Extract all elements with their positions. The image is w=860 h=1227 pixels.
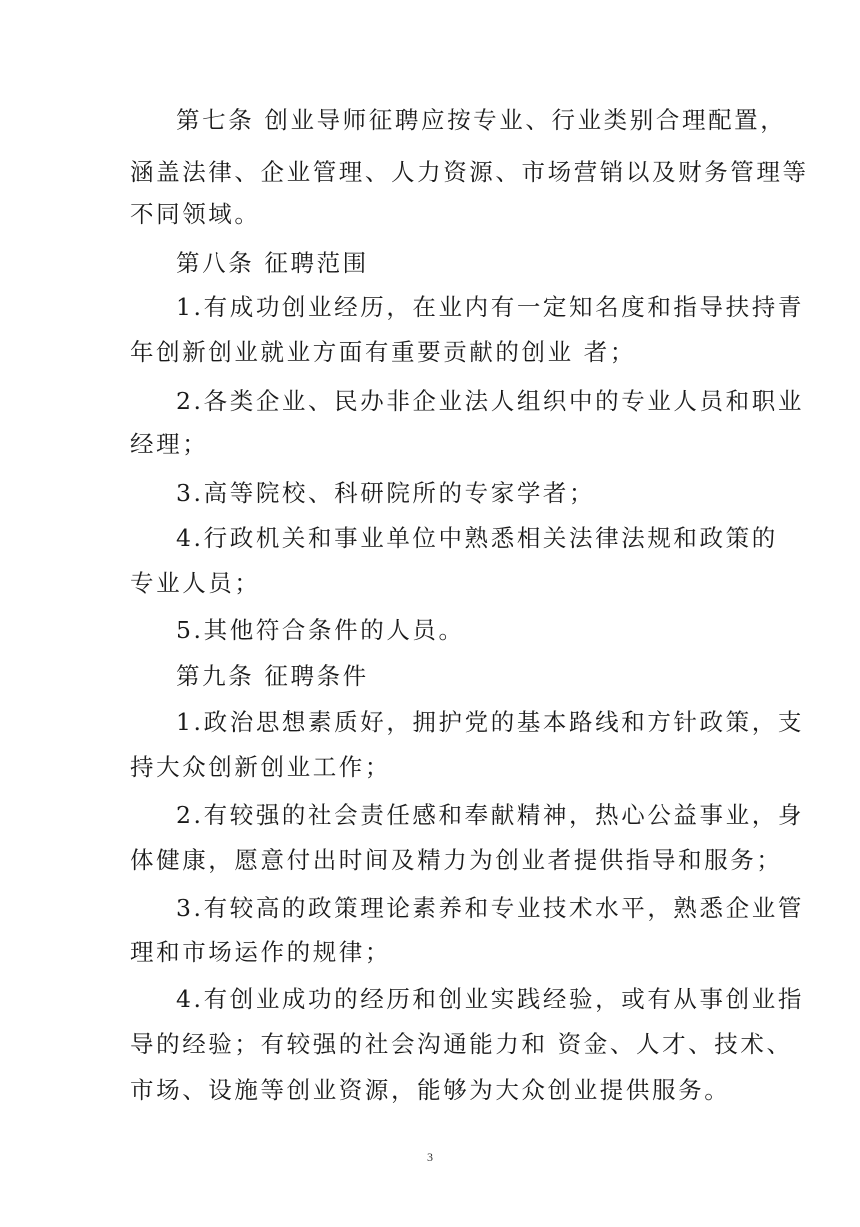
article-8-item-1-line-1: 1.有成功创业经历，在业内有一定知名度和指导扶持青 bbox=[176, 293, 804, 321]
article-7-line-3: 不同领域。 bbox=[130, 200, 261, 228]
article-8-heading: 第八条 征聘范围 bbox=[176, 249, 369, 277]
article-9-item-2-line-1: 2.有较强的社会责任感和奉献精神，热心公益事业，身 bbox=[176, 801, 804, 829]
article-8-item-1-line-2: 年创新创业就业方面有重要贡献的创业 者； bbox=[130, 338, 636, 366]
article-8-item-4-line-2: 专业人员； bbox=[130, 569, 261, 597]
article-8-item-3: 3.高等院校、科研院所的专家学者； bbox=[176, 479, 596, 507]
article-9-item-4-line-3: 市场、设施等创业资源，能够为大众创业提供服务。 bbox=[130, 1076, 731, 1104]
article-9-item-1-line-2: 持大众创新创业工作； bbox=[130, 753, 391, 781]
article-9-heading: 第九条 征聘条件 bbox=[176, 662, 369, 690]
article-8-item-5: 5.其他符合条件的人员。 bbox=[176, 616, 465, 644]
article-7-line-1: 第七条 创业导师征聘应按专业、行业类别合理配置， bbox=[176, 106, 787, 134]
article-9-item-3-line-1: 3.有较高的政策理论素养和专业技术水平，熟悉企业管 bbox=[176, 894, 804, 922]
article-8-item-4-line-1: 4.行政机关和事业单位中熟悉相关法律法规和政策的 bbox=[176, 524, 778, 552]
article-9-item-3-line-2: 理和市场运作的规律； bbox=[130, 938, 391, 966]
article-9-item-4-line-1: 4.有创业成功的经历和创业实践经验，或有从事创业指 bbox=[176, 985, 804, 1013]
article-8-item-2-line-1: 2.各类企业、民办非企业法人组织中的专业人员和职业 bbox=[176, 387, 804, 415]
article-9-item-1-line-1: 1.政治思想素质好，拥护党的基本路线和方针政策，支 bbox=[176, 708, 804, 736]
article-9-item-2-line-2: 体健康，愿意付出时间及精力为创业者提供指导和服务； bbox=[130, 846, 783, 874]
article-9-item-4-line-2: 导的经验；有较强的社会沟通能力和 资金、人才、技术、 bbox=[130, 1030, 793, 1058]
article-8-item-2-line-2: 经理； bbox=[130, 430, 209, 458]
page-number: 3 bbox=[427, 1150, 433, 1164]
article-7-line-2: 涵盖法律、企业管理、人力资源、市场营销以及财务管理等 bbox=[130, 158, 809, 186]
